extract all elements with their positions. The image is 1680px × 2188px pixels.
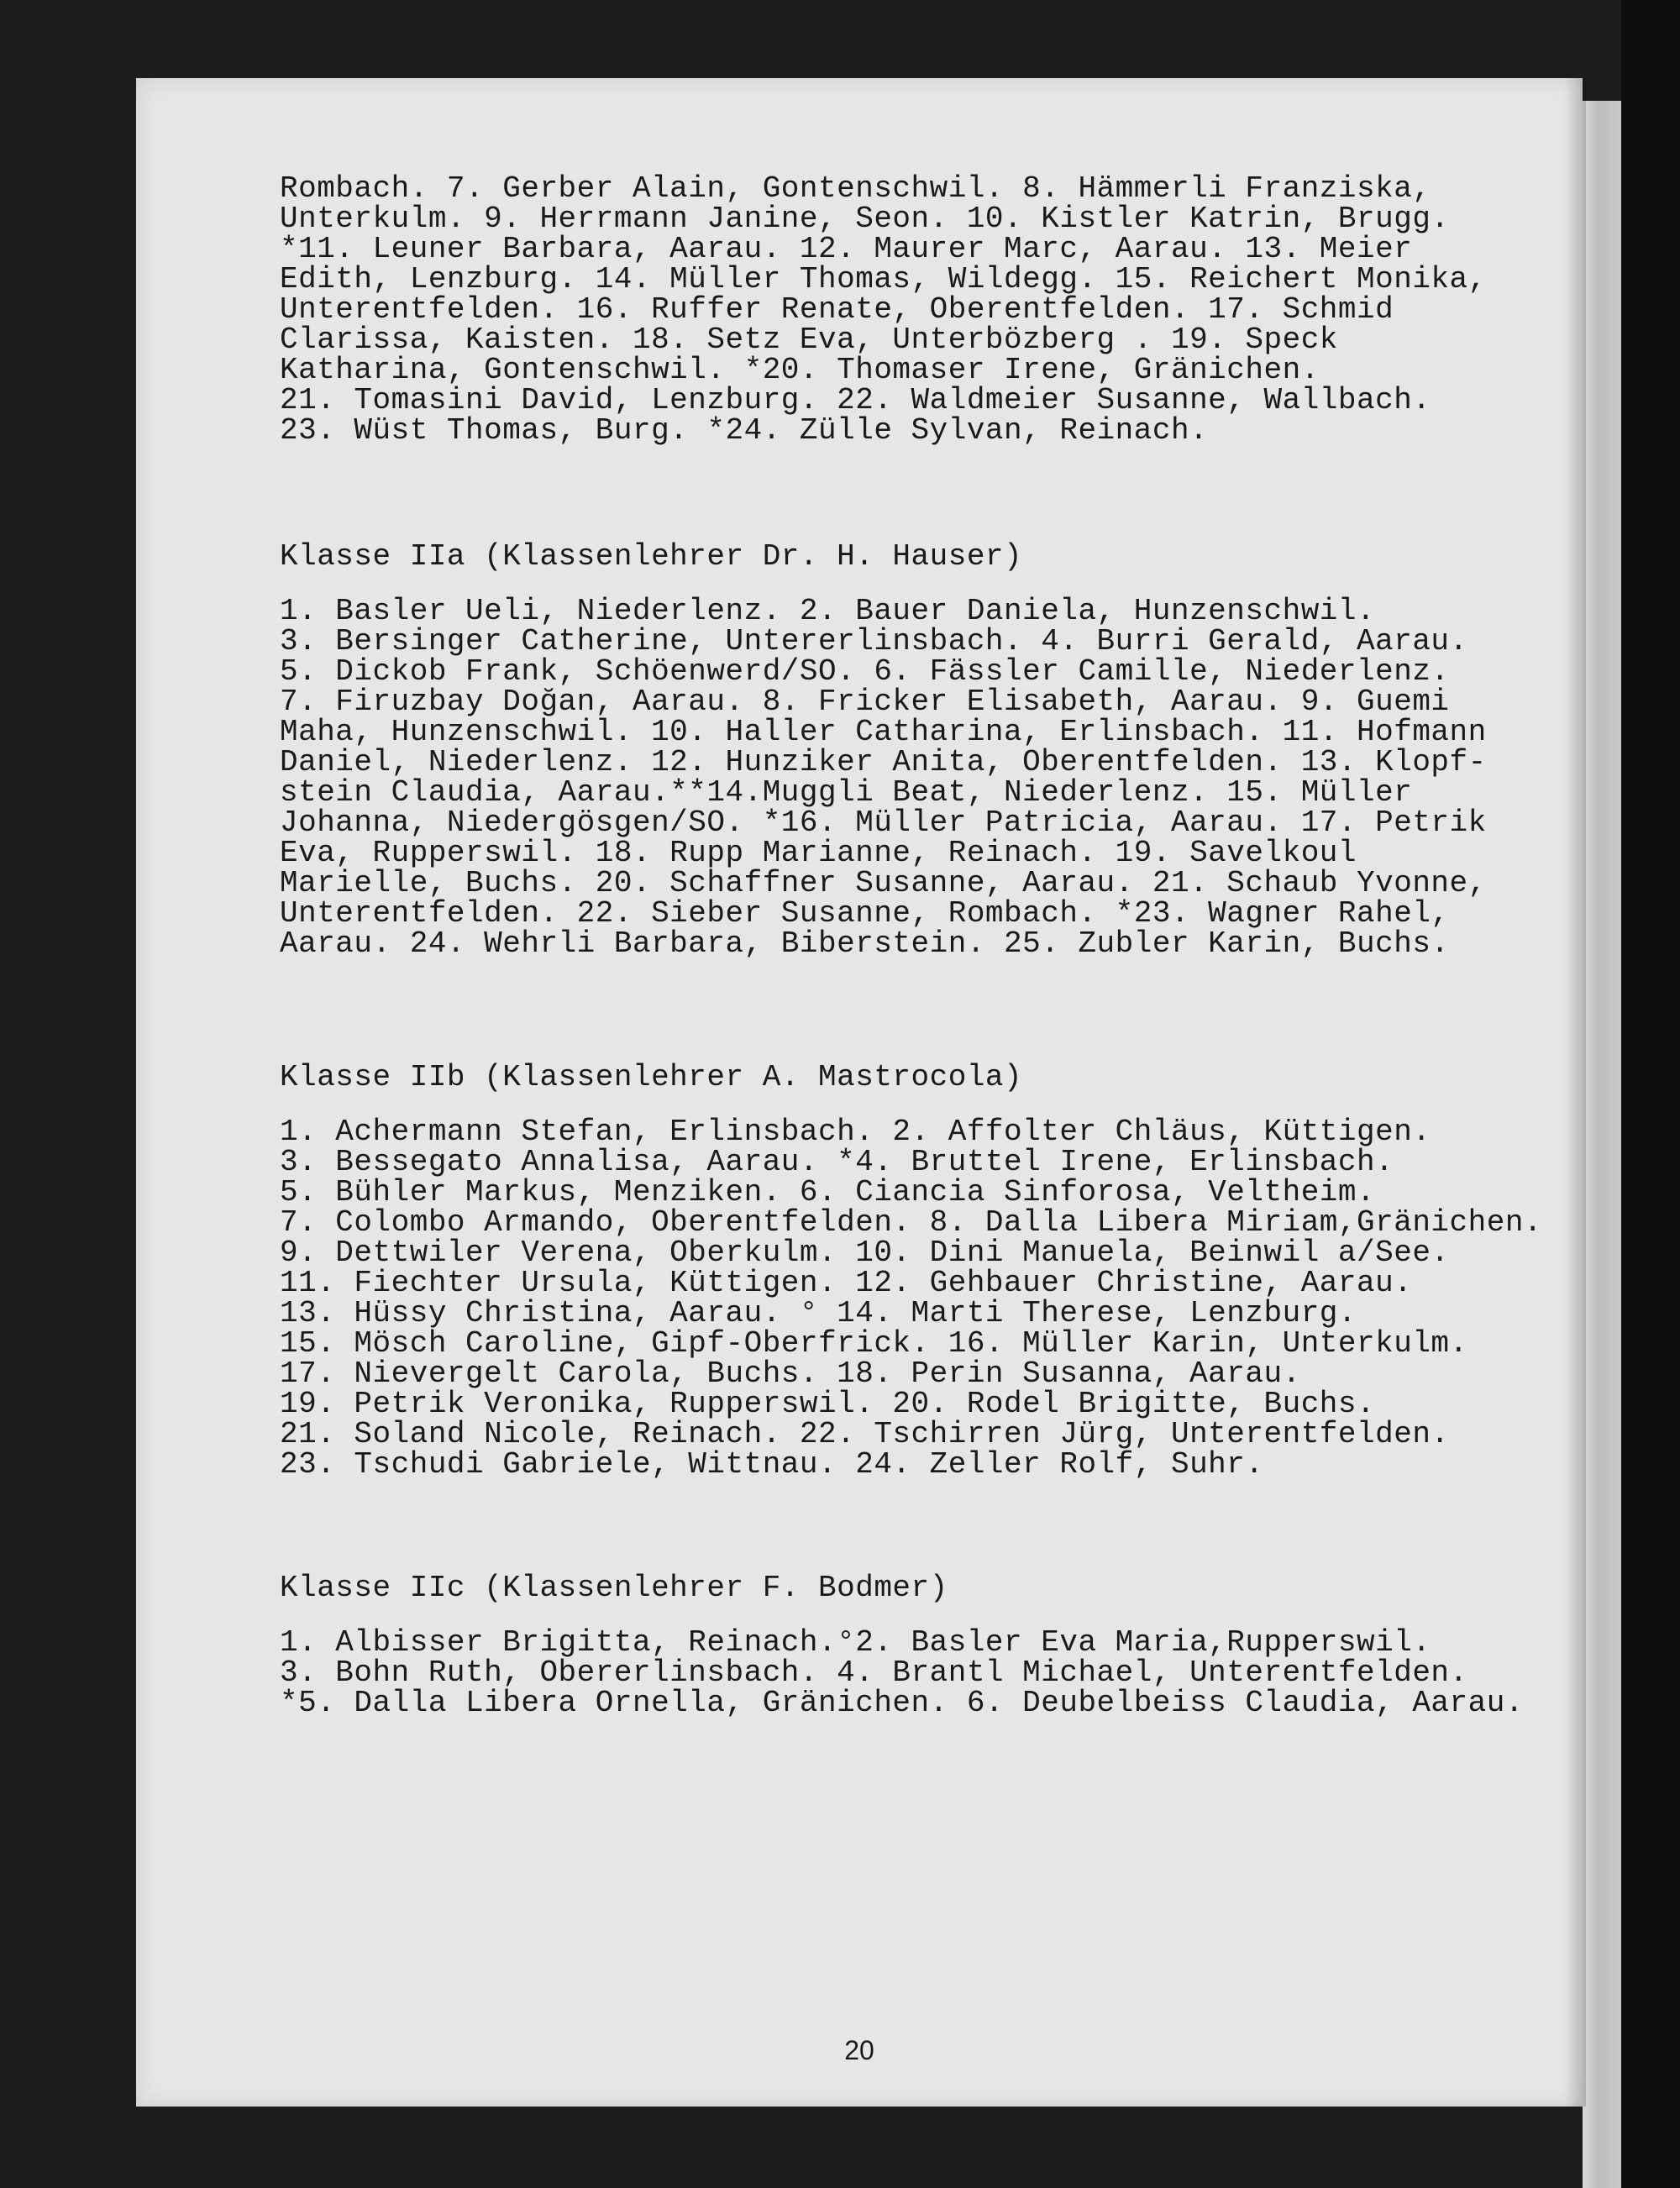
list-line: 15. Mösch Caroline, Gipf-Oberfrick. 16. Müller Karin, Unterkulm. <box>280 1326 1468 1361</box>
class-iia-list <box>280 596 1590 959</box>
list-line: Marielle, Buchs. 20. Schaffner Susanne, Aarau. 21. Schaub Yvonne, <box>280 866 1487 900</box>
list-line: 7. Firuzbay Doğan, Aarau. 8. Fricker Elisabeth, Aarau. 9. Guemi <box>280 685 1450 719</box>
list-line: Clarissa, Kaisten. 18. Setz Eva, Unterbözberg . 19. Speck <box>280 323 1338 357</box>
list-line: Johanna, Niedergösgen/SO. *16. Müller Patricia, Aarau. 17. Petrik <box>280 805 1487 840</box>
list-line: *11. Leuner Barbara, Aarau. 12. Maurer Marc, Aarau. 13. Meier <box>280 232 1413 266</box>
list-line: Katharina, Gontenschwil. *20. Thomaser Irene, Gränichen. <box>280 353 1320 387</box>
page-number: 20 <box>844 2035 874 2065</box>
continued-class-list <box>280 171 1590 448</box>
list-line: Aarau. 24. Wehrli Barbara, Biberstein. 25. Zubler Karin, Buchs. <box>280 926 1450 961</box>
list-line: 23. Wüst Thomas, Burg. *24. Zülle Sylvan, Reinach. <box>280 413 1209 448</box>
list-line: 17. Nievergelt Carola, Buchs. 18. Perin Susanna, Aarau. <box>280 1356 1301 1391</box>
scan-border <box>1621 0 1680 2188</box>
list-line: 1. Basler Ueli, Niederlenz. 2. Bauer Daniela, Hunzenschwil. <box>280 594 1376 628</box>
list-line: 19. Petrik Veronika, Rupperswil. 20. Rodel Brigitte, Buchs. <box>280 1387 1376 1421</box>
list-line: 5. Bühler Markus, Menziken. 6. Ciancia Sinforosa, Veltheim. <box>280 1175 1376 1209</box>
class-iia-heading: Klasse IIa (Klassenlehrer Dr. H. Hauser) <box>280 539 1023 574</box>
list-line: 13. Hüssy Christina, Aarau. ° 14. Marti Therese, Lenzburg. <box>280 1296 1357 1330</box>
list-line: Eva, Rupperswil. 18. Rupp Marianne, Reinach. 19. Savelkoul <box>280 836 1357 870</box>
list-line: 3. Bohn Ruth, Obererlinsbach. 4. Brantl Michael, Unterentfelden. <box>280 1655 1468 1690</box>
list-line: 23. Tschudi Gabriele, Wittnau. 24. Zeller Rolf, Suhr. <box>280 1447 1264 1482</box>
list-line: 3. Bersinger Catherine, Untererlinsbach. 4. Burri Gerald, Aarau. <box>280 624 1468 658</box>
list-line: *5. Dalla Libera Ornella, Gränichen. 6. Deubelbeiss Claudia, Aarau. <box>280 1686 1524 1720</box>
list-line: 1. Achermann Stefan, Erlinsbach. 2. Affolter Chläus, Küttigen. <box>280 1115 1431 1149</box>
list-line: Rombach. 7. Gerber Alain, Gontenschwil. 8. Hämmerli Franziska, <box>280 171 1431 206</box>
list-line: Daniel, Niederlenz. 12. Hunziker Anita, Oberentfelden. 13. Klopf- <box>280 745 1487 779</box>
list-line: 5. Dickob Frank, Schöenwerd/SO. 6. Fässler Camille, Niederlenz. <box>280 654 1450 689</box>
list-line: Edith, Lenzburg. 14. Müller Thomas, Wildegg. 15. Reichert Monika, <box>280 262 1487 296</box>
document-page <box>136 78 1583 2107</box>
list-line: 21. Soland Nicole, Reinach. 22. Tschirren Jürg, Unterentfelden. <box>280 1417 1450 1451</box>
list-line: 7. Colombo Armando, Oberentfelden. 8. Dalla Libera Miriam,Gränichen. <box>280 1205 1543 1240</box>
list-line: Unterentfelden. 22. Sieber Susanne, Rombach. *23. Wagner Rahel, <box>280 896 1450 931</box>
list-line: Maha, Hunzenschwil. 10. Haller Catharina, Erlinsbach. 11. Hofmann <box>280 715 1487 749</box>
class-iib-heading: Klasse IIb (Klassenlehrer A. Mastrocola) <box>280 1060 1023 1094</box>
list-line: Unterentfelden. 16. Ruffer Renate, Oberentfelden. 17. Schmid <box>280 292 1394 327</box>
list-line: 21. Tomasini David, Lenzburg. 22. Waldmeier Susanne, Wallbach. <box>280 383 1431 417</box>
list-line: 3. Bessegato Annalisa, Aarau. *4. Bruttel Irene, Erlinsbach. <box>280 1145 1394 1179</box>
class-iic-heading: Klasse IIc (Klassenlehrer F. Bodmer) <box>280 1571 948 1605</box>
spine-shadow <box>1564 78 1586 2107</box>
class-iib-list <box>280 1117 1590 1480</box>
list-line: stein Claudia, Aarau.**14.Muggli Beat, Niederlenz. 15. Müller <box>280 775 1413 810</box>
list-line: 1. Albisser Brigitta, Reinach.°2. Basler Eva Maria,Rupperswil. <box>280 1625 1431 1660</box>
list-line: 9. Dettwiler Verena, Oberkulm. 10. Dini Manuela, Beinwil a/See. <box>280 1236 1450 1270</box>
list-line: Unterkulm. 9. Herrmann Janine, Seon. 10. Kistler Katrin, Brugg. <box>280 202 1450 236</box>
class-iic-list <box>280 1625 1590 1720</box>
list-line: 11. Fiechter Ursula, Küttigen. 12. Gehbauer Christine, Aarau. <box>280 1266 1413 1300</box>
